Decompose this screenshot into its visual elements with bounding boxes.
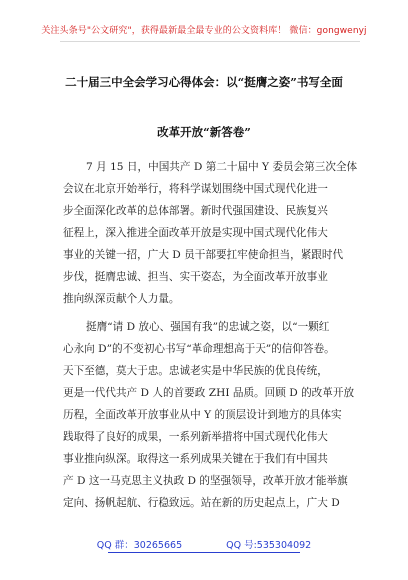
body-paragraph-2-line-6: 践取得了良好的成果，一系列新举措将中国式现代化伟大 xyxy=(63,431,328,443)
document-title-line-1: 二十届三中全会学习心得体会：以“挺膺之姿”书写全面 xyxy=(65,75,343,89)
body-paragraph-1-line-4: 征程上，深入推进全面改革开放是实现中国式现代化伟大 xyxy=(63,227,328,239)
body-paragraph-1-line-5: 事业的关键一招，广大 D 员干部要扛牢使命担当，紧跟时代 xyxy=(63,249,344,261)
header-divider xyxy=(60,41,360,42)
body-paragraph-1-line-3: 步全面深化改革的总体部署。新时代强国建设、民族复兴 xyxy=(63,205,328,217)
body-paragraph-2-line-1: 挺膺“请 D 放心、强国有我”的忠诚之姿，以“一颗红 xyxy=(86,321,330,333)
header-banner: 关注头条号"公文研究"，获得最新最全最专业的公文资料库！ 微信：gongwenyj xyxy=(41,26,367,36)
body-paragraph-2-line-2: 心永向 D”的不变初心书写“革命理想高于天”的信仰答卷。 xyxy=(63,343,335,355)
body-paragraph-1-line-2: 会议在北京开始举行，将科学谋划围绕中国式现代化进一 xyxy=(63,183,328,195)
body-paragraph-2-line-4: 更是一代代共产 D 人的首要政 ZHI 品质。回顾 D 的改革开放 xyxy=(63,387,355,399)
footer-qq-number: QQ 号:535304092 xyxy=(226,540,312,551)
body-paragraph-1-line-1: 7 月 15 日，中国共产 D 第二十届中 Y 委员会第三次全体 xyxy=(86,161,358,173)
footer-contact xyxy=(0,537,408,551)
body-paragraph-2-line-8: 产 D 这一马克思主义执政 D 的坚强领导，改革开放才能举旗 xyxy=(63,475,348,487)
body-paragraph-2-line-7: 事业推向纵深。取得这一系列成果关键在于我们有中国共 xyxy=(63,453,328,465)
document-title-line-2: 改革开放“新答卷” xyxy=(157,125,251,139)
body-paragraph-2-line-9: 定向、扬帆起航、行稳致远。站在新的历史起点上，广大 D xyxy=(63,497,340,509)
body-paragraph-1-line-6: 步伐，挺膺忠诚、担当、实干姿态，为全面改革开放事业 xyxy=(63,271,328,283)
footer-underline xyxy=(108,552,300,553)
body-paragraph-1-line-7: 推向纵深贡献个人力量。 xyxy=(63,293,180,305)
body-paragraph-2-line-5: 历程，全面改革开放事业从中 Y 的顶层设计到地方的具体实 xyxy=(63,409,342,421)
body-paragraph-2-line-3: 天下至德，莫大于忠。忠诚老实是中华民族的优良传统， xyxy=(63,365,328,377)
footer-qq-group: QQ 群：30265665 xyxy=(96,540,183,551)
